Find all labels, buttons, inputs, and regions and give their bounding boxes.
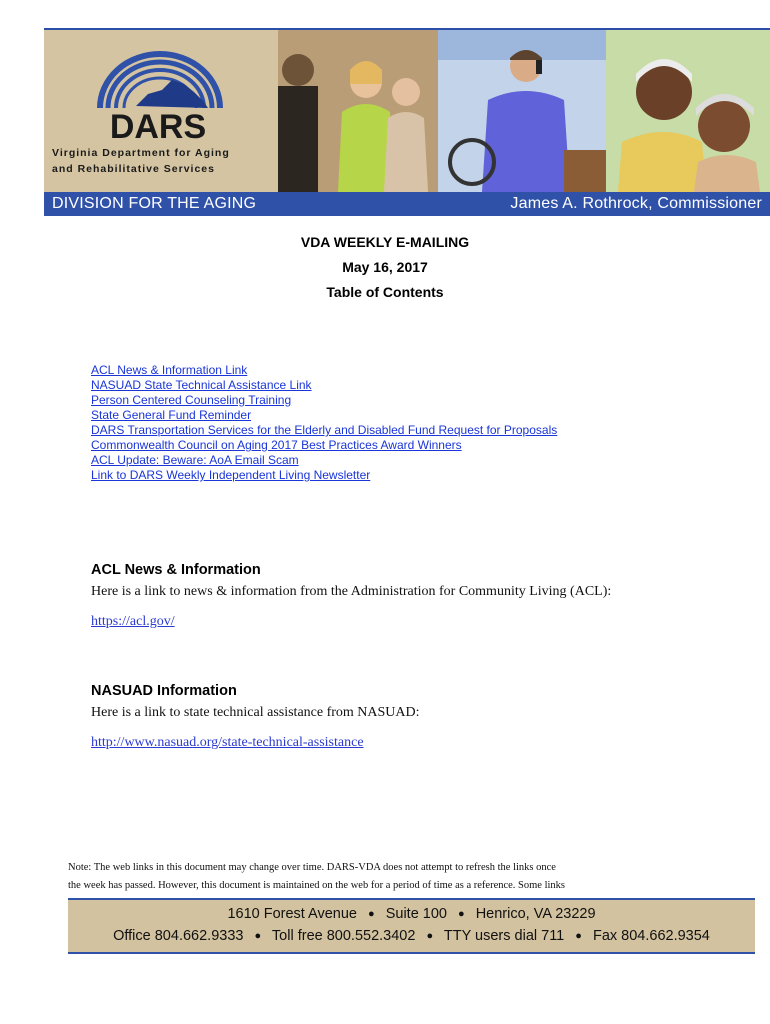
bullet-icon: ●: [254, 930, 262, 943]
footer-office: Office 804.662.9333: [113, 928, 244, 944]
toc-link-nasuad[interactable]: NASUAD State Technical Assistance Link: [91, 378, 312, 392]
section-acl-body: Here is a link to news & information from the Administration for Community Living (ACL):: [91, 584, 612, 599]
section-nasuad-heading: NASUAD Information: [91, 683, 237, 699]
toc-heading: Table of Contents: [326, 284, 444, 300]
toc-link-acl-news[interactable]: ACL News & Information Link: [91, 363, 248, 377]
footer-tollfree: Toll free 800.552.3402: [271, 928, 416, 944]
nasuad-link[interactable]: http://www.nasuad.org/state-technical-assistance: [91, 735, 364, 750]
division-bar: [44, 192, 770, 216]
toc-link-state-general-fund[interactable]: State General Fund Reminder: [91, 408, 252, 422]
footer-city: Henrico, VA 23229: [475, 906, 596, 922]
document-titles: [0, 230, 770, 305]
toc-link-commonwealth-council[interactable]: Commonwealth Council on Aging 2017 Best Practices Award Winners: [91, 438, 462, 452]
bullet-icon: ●: [426, 930, 434, 943]
toc-link-acl-update[interactable]: ACL Update: Beware: AoA Email Scam: [91, 453, 299, 467]
toc-link-dars-transportation[interactable]: DARS Transportation Services for the Elderly and Disabled Fund Request for Proposals: [91, 423, 558, 437]
bullet-icon: ●: [458, 908, 465, 921]
dars-logo-graphic: [44, 30, 278, 192]
footer-suite: Suite 100: [385, 906, 447, 922]
bullet-icon: ●: [368, 908, 375, 921]
dars-logo: [44, 30, 278, 192]
commissioner-name: James A. Rothrock, Commissioner: [510, 195, 762, 212]
division-name: DIVISION FOR THE AGING: [52, 195, 257, 212]
table-of-contents: [91, 363, 557, 483]
banner-photo-seniors: [606, 30, 770, 192]
footer-address-line: [68, 906, 755, 922]
header-banner: [44, 28, 770, 214]
banner-photo-man-phone: [438, 30, 606, 192]
section-nasuad: [91, 683, 420, 751]
org-name-line2: and Rehabilitative Services: [52, 163, 215, 175]
logo-wordmark: DARS: [109, 108, 207, 146]
footer-fax: Fax 804.662.9354: [592, 928, 710, 944]
toc-link-person-centered[interactable]: Person Centered Counseling Training: [91, 393, 292, 407]
org-name-line1: Virginia Department for Aging: [52, 147, 230, 159]
banner-photo-couple: [278, 30, 438, 192]
toc-link-dars-newsletter[interactable]: Link to DARS Weekly Independent Living Newsletter: [91, 468, 371, 482]
note-line-2: the week has passed. However, this document is maintained on the web for a period of time as a reference. Some links: [68, 880, 566, 891]
section-nasuad-body: Here is a link to state technical assistance from NASUAD:: [91, 705, 420, 720]
bullet-icon: ●: [575, 930, 582, 943]
footer-tty: TTY users dial 711: [443, 928, 565, 944]
document-title: VDA WEEKLY E-MAILING: [300, 234, 470, 250]
document-date: May 16, 2017: [342, 259, 428, 275]
section-acl: [91, 562, 611, 630]
note-line-1: Note: The web links in this document may change over time. DARS-VDA does not attempt to refresh the links once: [68, 862, 556, 873]
contact-footer: [68, 898, 755, 954]
acl-link[interactable]: https://acl.gov/: [91, 614, 175, 629]
footer-phone-line: [68, 928, 755, 944]
footer-address: 1610 Forest Avenue: [227, 906, 357, 922]
banner-photos: [44, 30, 770, 192]
section-acl-heading: ACL News & Information: [91, 562, 261, 578]
